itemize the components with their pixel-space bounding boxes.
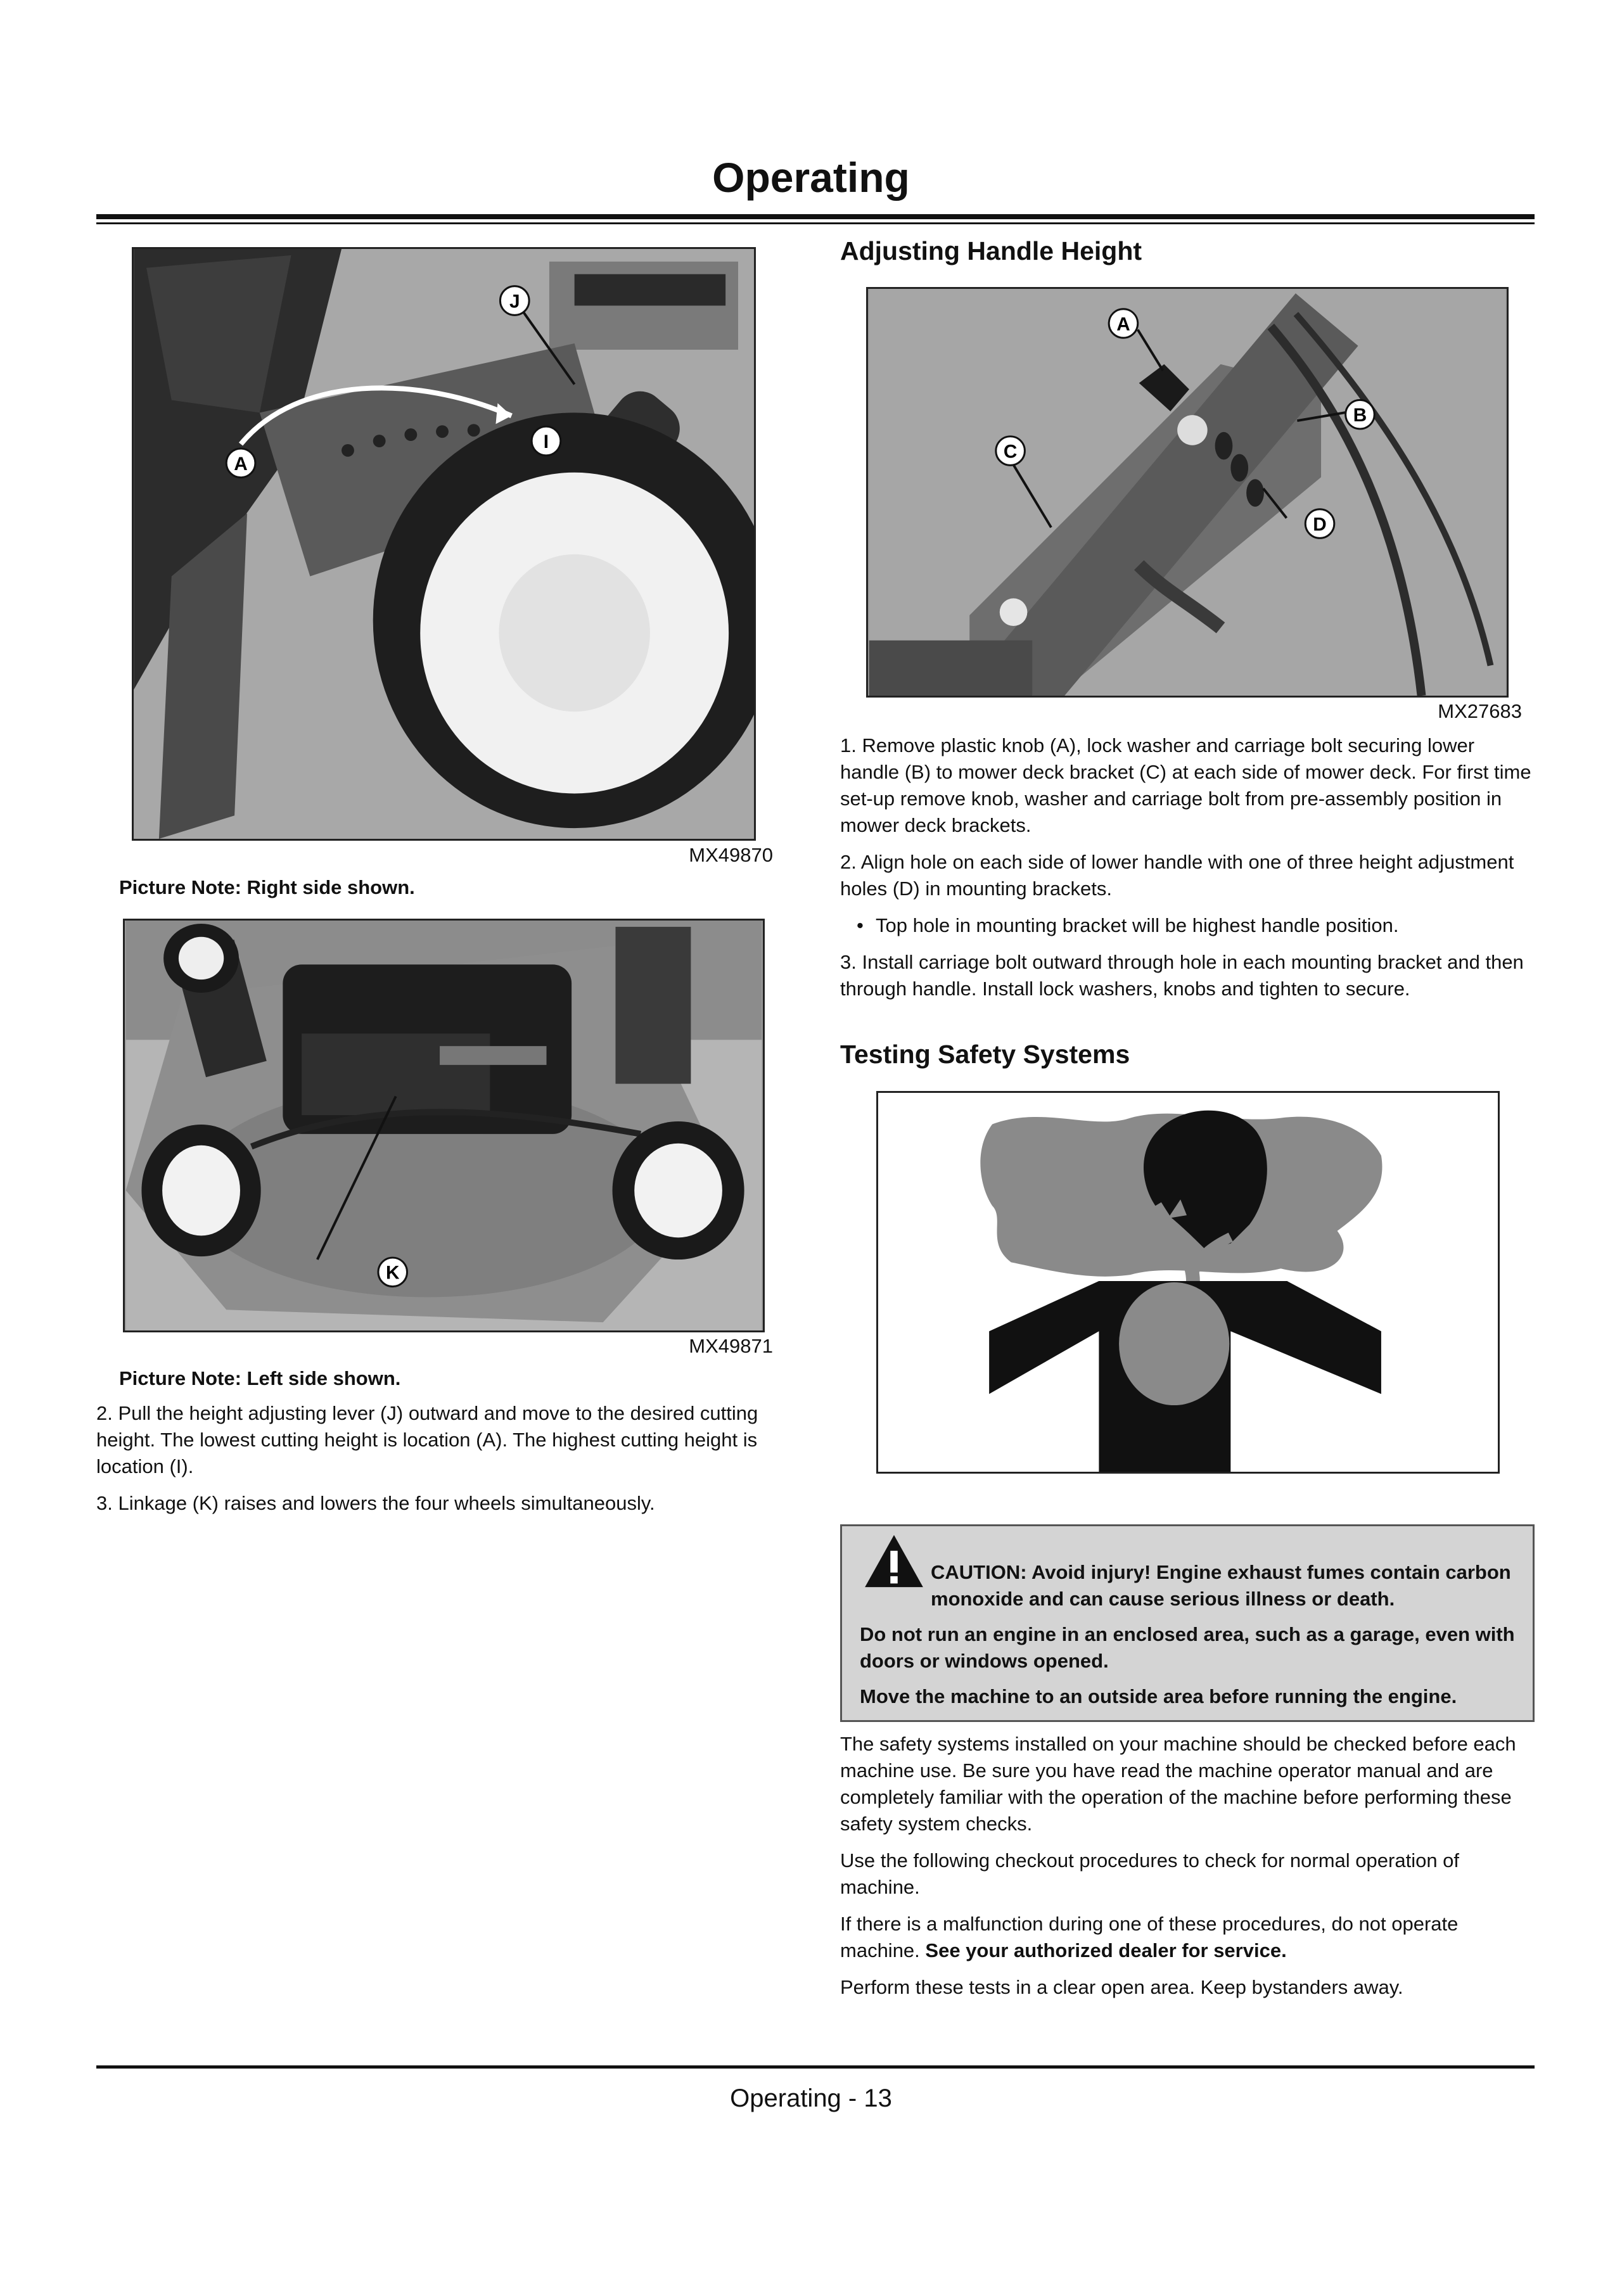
step-2-height-lever: 2. Pull the height adjusting lever (J) outward and move to the desired cutting height. The lowest cutting height is location (A). The highest cutting height is location (I). xyxy=(96,1402,758,1477)
safety-para-checkout: Use the following checkout procedures to check for normal operation of machine. xyxy=(840,1849,1460,1898)
warning-triangle-icon xyxy=(864,1534,924,1588)
picture-note-left: Picture Note: Left side shown. xyxy=(119,1367,401,1389)
malfunction-text: If there is a malfunction during one of these procedures, do not operate machine. xyxy=(840,1913,1459,1961)
handle-bullet-text: Top hole in mounting bracket will be highest handle position. xyxy=(876,914,1399,936)
callout-handle-b: B xyxy=(1353,405,1367,426)
header-rule-thick xyxy=(96,214,1535,219)
step-3-linkage: 3. Linkage (K) raises and lowers the four wheels simultaneously. xyxy=(96,1492,655,1514)
callout-a: A xyxy=(234,453,248,475)
callout-i: I xyxy=(543,431,549,452)
page-footer: Operating - 13 xyxy=(730,2084,892,2112)
photo-linkage xyxy=(123,919,765,1332)
photo-handle-bracket xyxy=(866,287,1509,698)
callout-handle-c: C xyxy=(1003,441,1018,462)
safety-para-malfunction xyxy=(840,1911,1537,1964)
safety-paragraphs xyxy=(840,1731,1537,2011)
callout-j: J xyxy=(509,291,520,312)
handle-step-3: 3. Install carriage bolt outward through hole in each mounting bracket and then through handle. Install lock washers, knobs and tighten to secure. xyxy=(840,951,1524,1000)
safety-para-clear-area: Perform these tests in a clear open area. Keep bystanders away. xyxy=(840,1976,1403,1998)
handle-steps xyxy=(840,732,1537,1012)
linkage-illustration xyxy=(125,921,763,1330)
exhaust-fumes-pictogram xyxy=(876,1091,1500,1474)
malfunction-dealer-text: See your authorized dealer for service. xyxy=(925,1939,1287,1961)
handle-bracket-illustration xyxy=(868,289,1507,696)
figure-code-mx49871: MX49871 xyxy=(689,1335,773,1357)
caution-text-exhaust: CAUTION: Avoid injury! Engine exhaust fumes contain carbon monoxide and can cause serious illness or death. xyxy=(931,1561,1511,1610)
safety-para-overview: The safety systems installed on your machine should be checked before each machine use. Be sure you have read the machine operator manual and are completely familiar with the operation of the machine before performing these safety system checks. xyxy=(840,1733,1516,1835)
footer-rule xyxy=(96,2065,1535,2069)
handle-step-2: 2. Align hole on each side of lower handle with one of three height adjustment holes (D) in mounting brackets. xyxy=(840,851,1514,900)
height-lever-illustration xyxy=(134,249,754,839)
figure-code-mx27683: MX27683 xyxy=(1438,700,1522,722)
page-title: Operating xyxy=(712,154,910,201)
photo-height-lever xyxy=(132,247,756,841)
handle-step-1: 1. Remove plastic knob (A), lock washer and carriage bolt securing lower handle (B) to mower deck bracket (C) at each side of mower deck. For first time set-up remove knob, washer and carriage bolt from pre-assembly position in mower deck brackets. xyxy=(840,734,1531,836)
fume-inhalation-icon xyxy=(878,1093,1498,1472)
caution-text-move-outside: Move the machine to an outside area before running the engine. xyxy=(860,1685,1457,1707)
callout-k: K xyxy=(386,1262,400,1284)
handle-bullet xyxy=(840,912,1537,939)
left-steps xyxy=(96,1400,793,1527)
callout-handle-a: A xyxy=(1116,314,1130,335)
caution-callout xyxy=(840,1524,1535,1722)
picture-note-right: Picture Note: Right side shown. xyxy=(119,876,415,898)
heading-testing-safety-systems: Testing Safety Systems xyxy=(840,1040,1130,1069)
figure-code-mx49870: MX49870 xyxy=(689,844,773,866)
caution-text-enclosed-area: Do not run an engine in an enclosed area, such as a garage, even with doors or windows opened. xyxy=(860,1623,1515,1672)
header-rule-thin xyxy=(96,222,1535,224)
callout-handle-d: D xyxy=(1313,514,1327,535)
bullet-dot-icon: • xyxy=(857,914,864,936)
heading-adjusting-handle-height: Adjusting Handle Height xyxy=(840,236,1142,265)
